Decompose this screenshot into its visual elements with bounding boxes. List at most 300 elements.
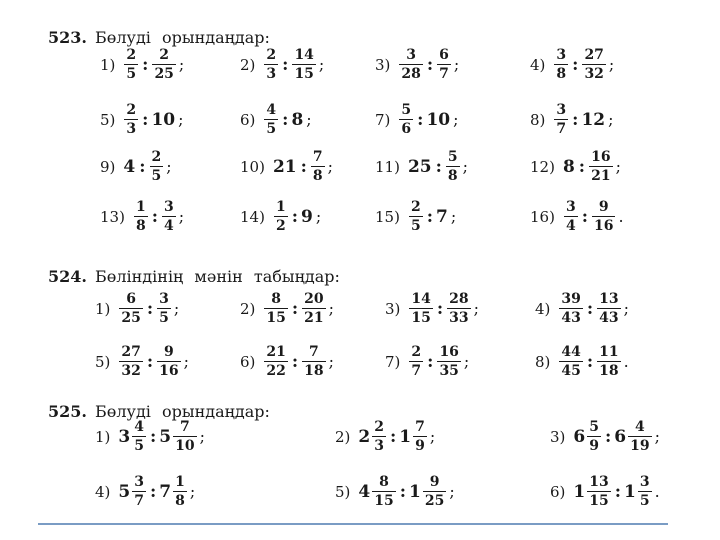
numerator: 2 [266, 47, 277, 63]
denominator: 5 [151, 168, 162, 184]
punctuation: ; [608, 55, 615, 74]
denominator: 5 [159, 310, 169, 326]
numerator: 7 [312, 149, 323, 165]
operand [591, 200, 616, 233]
problem-number: 5) [95, 352, 111, 371]
numerator: 2 [126, 102, 137, 118]
operand [436, 345, 461, 378]
numerator: 20 [304, 291, 324, 307]
punctuation: ; [306, 110, 312, 129]
denominator: 32 [121, 363, 141, 379]
operand [596, 345, 621, 378]
denominator: 4 [163, 218, 174, 234]
division-expression [573, 420, 660, 453]
fraction [399, 103, 413, 136]
fraction [597, 345, 620, 378]
fraction [264, 103, 278, 136]
division-expression [118, 420, 205, 453]
fraction [589, 150, 612, 183]
problem-number: 3) [375, 55, 391, 74]
division-sign: : [417, 109, 424, 130]
operand [263, 48, 279, 81]
fraction [124, 103, 138, 136]
operand [118, 420, 147, 453]
problem-number: 2) [335, 427, 351, 446]
fraction [409, 292, 432, 325]
division-expression [123, 48, 184, 81]
division-sign: : [146, 351, 154, 372]
problem-item [385, 345, 469, 378]
numerator: 16 [591, 149, 611, 165]
denominator: 18 [599, 363, 619, 379]
fraction [162, 200, 176, 233]
division-expression [408, 150, 468, 183]
division-expression [408, 345, 469, 378]
numerator: 27 [584, 47, 604, 63]
whole-number: 1 [409, 481, 421, 502]
problem-number: 15) [375, 207, 400, 226]
division-sign: : [146, 298, 154, 319]
problem-item [240, 103, 312, 136]
denominator: 5 [134, 438, 144, 454]
punctuation: ; [462, 157, 469, 176]
problem-item [240, 150, 333, 183]
problem-item [95, 292, 179, 325]
operand [596, 292, 621, 325]
punctuation: ; [189, 482, 196, 501]
division-sign: : [282, 109, 289, 130]
problem-item [100, 103, 184, 136]
numerator: 1 [175, 474, 185, 490]
denominator: 9 [415, 438, 425, 454]
division-sign: : [614, 481, 622, 502]
problem-number: 9) [100, 157, 116, 176]
whole-number: 25 [407, 156, 432, 177]
exercise-524 [48, 267, 340, 287]
numerator: 4 [134, 419, 144, 435]
fraction [559, 345, 582, 378]
numerator: 2 [411, 344, 422, 360]
punctuation: ; [463, 352, 470, 371]
numerator: 7 [179, 419, 190, 435]
punctuation: ; [429, 427, 436, 446]
problem-item [240, 48, 324, 81]
numerator: 3 [406, 47, 417, 63]
division-expression [273, 200, 321, 233]
denominator: 5 [266, 121, 277, 137]
operand [358, 475, 396, 508]
problem-item [240, 292, 334, 325]
denominator: 10 [175, 438, 195, 454]
fraction [587, 420, 601, 453]
problem-number: 6) [240, 352, 256, 371]
whole-number: 1 [399, 426, 412, 447]
problem-number: 12) [530, 157, 555, 176]
division-sign: : [581, 206, 588, 227]
problem-item [100, 150, 172, 183]
punctuation: ; [173, 299, 180, 318]
denominator: 16 [593, 218, 614, 234]
problem-item [375, 103, 459, 136]
exercise-number: 524. [48, 267, 87, 286]
fraction [409, 345, 423, 378]
whole-number: 8 [562, 156, 575, 177]
denominator: 15 [411, 310, 431, 326]
fraction [559, 292, 582, 325]
punctuation: . [654, 482, 660, 501]
whole-number: 3 [118, 426, 131, 447]
fraction [582, 48, 605, 81]
operand [436, 207, 449, 227]
denominator: 15 [589, 493, 609, 509]
division-sign: : [586, 351, 594, 372]
operand [123, 103, 139, 136]
numerator: 1 [275, 199, 286, 215]
problem-item [550, 420, 660, 453]
operand [408, 157, 433, 177]
operand [573, 420, 602, 453]
operand [149, 150, 165, 183]
exercise-525 [48, 402, 270, 422]
denominator: 7 [134, 493, 144, 509]
problem-number: 13) [100, 207, 125, 226]
whole-number: 4 [358, 481, 371, 502]
division-expression [273, 150, 333, 183]
fraction [302, 345, 325, 378]
operand [445, 150, 461, 183]
operand [133, 200, 149, 233]
punctuation: ; [453, 55, 460, 74]
numerator: 27 [121, 344, 141, 360]
division-expression [553, 48, 614, 81]
whole-number: 7 [435, 206, 448, 227]
denominator: 9 [589, 438, 599, 454]
numerator: 28 [449, 291, 469, 307]
division-expression [398, 48, 459, 81]
fraction [399, 48, 422, 81]
operand [581, 48, 606, 81]
fraction [132, 475, 146, 508]
denominator: 4 [565, 218, 576, 234]
division-sign: : [142, 109, 149, 130]
numerator: 5 [589, 419, 599, 435]
whole-number: 8 [291, 109, 304, 130]
punctuation: ; [328, 299, 335, 318]
numerator: 14 [294, 47, 314, 63]
problem-item [530, 103, 614, 136]
fraction [264, 345, 287, 378]
denominator: 3 [266, 66, 277, 82]
operand [588, 150, 613, 183]
denominator: 15 [266, 310, 286, 326]
fraction [274, 200, 288, 233]
whole-number: 5 [118, 481, 131, 502]
operand [408, 345, 424, 378]
exercise-header [48, 267, 340, 287]
operand [118, 345, 143, 378]
exercise-header [48, 402, 270, 422]
operand [553, 103, 569, 136]
operand [291, 48, 316, 81]
numerator: 6 [439, 47, 449, 63]
punctuation: ; [199, 427, 205, 446]
operand [118, 475, 147, 508]
problem-item [550, 475, 660, 508]
numerator: 2 [151, 149, 162, 165]
fraction [124, 48, 138, 81]
punctuation: ; [654, 427, 660, 446]
denominator: 43 [561, 310, 581, 326]
numerator: 6 [126, 291, 137, 307]
problem-item [535, 292, 629, 325]
division-sign: : [572, 109, 579, 130]
exercise-header [48, 28, 270, 48]
denominator: 32 [584, 66, 604, 82]
denominator: 5 [126, 66, 137, 82]
numerator: 16 [439, 344, 459, 360]
denominator: 15 [294, 66, 314, 82]
denominator: 8 [175, 493, 185, 509]
fraction [372, 475, 395, 508]
operand [156, 292, 172, 325]
punctuation: ; [623, 299, 630, 318]
denominator: 3 [126, 121, 137, 137]
fraction [628, 420, 651, 453]
operand [446, 292, 471, 325]
operand [310, 150, 326, 183]
fraction [264, 48, 278, 81]
division-expression [358, 420, 435, 453]
division-sign: : [150, 481, 157, 502]
numerator: 13 [599, 291, 619, 307]
numerator: 2 [159, 47, 170, 63]
operand [358, 420, 387, 453]
denominator: 21 [591, 168, 611, 184]
fraction [119, 292, 142, 325]
problem-number: 1) [95, 427, 111, 446]
fraction [119, 345, 142, 378]
page-divider [38, 523, 668, 525]
problem-item [240, 345, 334, 378]
problem-number: 2) [240, 299, 256, 318]
whole-number: 6 [614, 426, 627, 447]
operand [301, 292, 326, 325]
punctuation: ; [615, 157, 621, 176]
division-expression [118, 475, 195, 508]
denominator: 8 [447, 168, 458, 184]
fraction [150, 150, 164, 183]
numerator: 11 [599, 344, 619, 360]
problem-number: 4) [530, 55, 546, 74]
problem-number: 11) [375, 157, 400, 176]
division-expression [563, 200, 624, 233]
problem-item [335, 420, 435, 453]
division-expression [398, 103, 458, 136]
fraction [423, 475, 446, 508]
operand [563, 157, 576, 177]
denominator: 8 [312, 168, 323, 184]
operand [151, 48, 176, 81]
whole-number: 9 [300, 206, 313, 227]
operand [408, 292, 433, 325]
denominator: 7 [439, 66, 449, 82]
division-expression [263, 103, 311, 136]
exercise-title: Бөлуді орындаңдар: [94, 28, 270, 47]
numerator: 2 [410, 199, 421, 215]
problem-item [100, 200, 184, 233]
division-sign: : [300, 156, 307, 177]
punctuation: ; [327, 157, 334, 176]
fraction [638, 475, 652, 508]
numerator: 2 [126, 47, 137, 63]
division-sign: : [435, 156, 442, 177]
division-expression [408, 200, 456, 233]
division-sign: : [436, 298, 444, 319]
problem-number: 8) [535, 352, 551, 371]
punctuation: ; [473, 299, 480, 318]
problem-number: 16) [530, 207, 555, 226]
problem-number: 7) [375, 110, 391, 129]
fraction [447, 292, 470, 325]
denominator: 15 [374, 493, 394, 509]
fraction [152, 48, 175, 81]
division-sign: : [572, 54, 579, 75]
problem-item [335, 475, 455, 508]
denominator: 25 [154, 66, 174, 82]
operand [123, 48, 139, 81]
division-expression [573, 475, 659, 508]
punctuation: ; [315, 207, 322, 226]
numerator: 1 [135, 199, 146, 215]
division-expression [553, 103, 613, 136]
problem-number: 1) [95, 299, 111, 318]
punctuation: ; [178, 110, 184, 129]
numerator: 5 [401, 102, 412, 118]
whole-number: 21 [272, 156, 297, 177]
punctuation: ; [450, 207, 457, 226]
denominator: 7 [411, 363, 422, 379]
problem-item [535, 345, 629, 378]
numerator: 4 [634, 419, 645, 435]
numerator: 8 [379, 474, 389, 490]
exercise-title: Бөлуді орындаңдар: [94, 402, 270, 421]
whole-number: 5 [159, 426, 172, 447]
problem-item [240, 200, 321, 233]
division-sign: : [139, 156, 146, 177]
operand [301, 207, 314, 227]
division-sign: : [578, 156, 586, 177]
numerator: 8 [271, 291, 282, 307]
fraction [157, 345, 180, 378]
division-expression [558, 345, 628, 378]
exercise-523 [48, 28, 270, 48]
punctuation: ; [166, 157, 172, 176]
operand [263, 292, 288, 325]
problem-number: 5) [100, 110, 116, 129]
division-expression [118, 345, 189, 378]
operand [614, 420, 652, 453]
problem-item [375, 48, 459, 81]
punctuation: ; [453, 110, 459, 129]
division-expression [558, 292, 629, 325]
whole-number: 2 [358, 426, 371, 447]
problem-item [385, 292, 479, 325]
operand [398, 48, 423, 81]
fraction [134, 200, 148, 233]
whole-number: 6 [573, 426, 586, 447]
punctuation: ; [608, 110, 614, 129]
whole-number: 12 [581, 109, 606, 130]
problem-number: 1) [100, 55, 116, 74]
problem-number: 4) [95, 482, 111, 501]
denominator: 45 [561, 363, 581, 379]
fraction [592, 200, 615, 233]
whole-number: 10 [426, 109, 451, 130]
fraction [564, 200, 578, 233]
numerator: 4 [266, 102, 277, 118]
problem-number: 8) [530, 110, 546, 129]
fraction [132, 420, 146, 453]
problem-number: 3) [550, 427, 566, 446]
denominator: 18 [304, 363, 324, 379]
division-expression [263, 292, 334, 325]
operand [159, 420, 197, 453]
problem-item [530, 48, 614, 81]
denominator: 3 [374, 438, 384, 454]
problem-number: 2) [240, 55, 256, 74]
division-sign: : [291, 206, 298, 227]
numerator: 2 [374, 419, 384, 435]
operand [553, 48, 569, 81]
operand [436, 48, 452, 81]
problem-number: 5) [335, 482, 351, 501]
division-expression [408, 292, 479, 325]
operand [399, 420, 428, 453]
fraction [437, 48, 451, 81]
operand [118, 292, 143, 325]
denominator: 7 [556, 121, 567, 137]
operand [263, 103, 279, 136]
denominator: 28 [401, 66, 421, 82]
problem-item [530, 150, 621, 183]
numerator: 44 [561, 344, 581, 360]
division-expression [123, 103, 183, 136]
whole-number: 4 [123, 156, 136, 177]
problem-item [530, 200, 624, 233]
numerator: 3 [159, 291, 169, 307]
division-expression [123, 150, 171, 183]
fraction [437, 345, 460, 378]
division-sign: : [390, 426, 397, 447]
problem-number: 7) [385, 352, 401, 371]
numerator: 3 [556, 47, 567, 63]
punctuation: ; [328, 352, 335, 371]
fraction [597, 292, 620, 325]
denominator: 5 [639, 493, 650, 509]
denominator: 35 [439, 363, 459, 379]
division-sign: : [291, 351, 299, 372]
operand [159, 475, 188, 508]
division-expression [263, 345, 334, 378]
punctuation: . [618, 207, 624, 226]
denominator: 6 [401, 121, 412, 137]
division-sign: : [150, 426, 157, 447]
division-expression [563, 150, 621, 183]
whole-number: 1 [624, 481, 636, 502]
division-sign: : [142, 54, 149, 75]
denominator: 25 [121, 310, 141, 326]
fraction [413, 420, 427, 453]
